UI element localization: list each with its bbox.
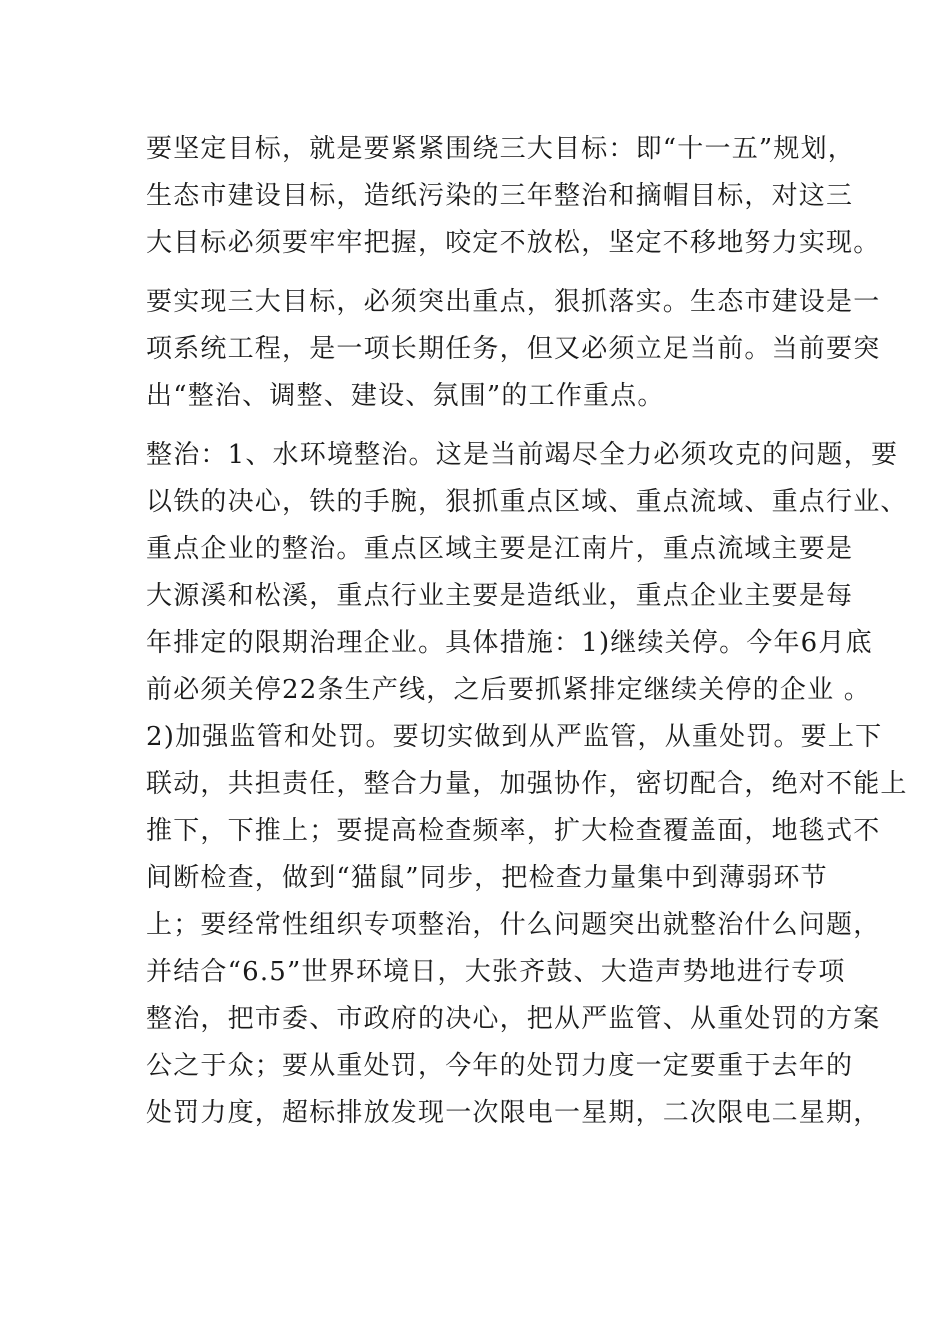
text-line: 2)加强监管和处罚。要切实做到从严监管，从重处罚。要上下: [146, 722, 883, 752]
text-line: 上；要经常性组织专项整治，什么问题突出就整治什么问题，: [146, 910, 881, 940]
text-line: 推下，下推上；要提高检查频率，扩大检查覆盖面，地毯式不: [146, 816, 881, 846]
paragraph-remediation: [146, 432, 908, 1137]
text-line: 间断检查，做到“猫鼠”同步，把检查力量集中到薄弱环节: [146, 863, 828, 893]
text-line: 年排定的限期治理企业。具体措施：1)继续关停。今年6月底: [146, 628, 873, 658]
text-line: 要坚定目标，就是要紧紧围绕三大目标：即“十一五”规划，: [146, 134, 855, 164]
text-line: 出“整治、调整、建设、氛围”的工作重点。: [146, 381, 665, 411]
text-line: 并结合“6.5”世界环境日，大张齐鼓、大造声势地进行专项: [146, 957, 846, 987]
text-line: 整治：1、水环境整治。这是当前竭尽全力必须攻克的问题，要: [146, 440, 899, 470]
text-line: 以铁的决心，铁的手腕，狠抓重点区域、重点流域、重点行业、: [146, 487, 908, 517]
text-line: 公之于众；要从重处罚，今年的处罚力度一定要重于去年的: [146, 1051, 854, 1081]
text-line: 大目标必须要牢牢把握，咬定不放松，坚定不移地努力实现。: [146, 228, 881, 258]
text-line: 生态市建设目标，造纸污染的三年整治和摘帽目标，对这三: [146, 181, 854, 211]
text-line: 大源溪和松溪，重点行业主要是造纸业，重点企业主要是每: [146, 581, 854, 611]
text-line: 联动，共担责任，整合力量，加强协作，密切配合，绝对不能上: [146, 769, 908, 799]
text-line: 要实现三大目标，必须突出重点，狠抓落实。生态市建设是一: [146, 287, 881, 317]
text-line: 整治，把市委、市政府的决心，把从严监管、从重处罚的方案: [146, 1004, 881, 1034]
paragraph-goals: [146, 126, 881, 267]
text-line: 项系统工程，是一项长期任务，但又必须立足当前。当前要突: [146, 334, 881, 364]
paragraph-focus: [146, 279, 881, 420]
document-body: [146, 126, 908, 1149]
text-line: 前必须关停22条生产线，之后要抓紧排定继续关停的企业 。: [146, 675, 871, 705]
text-line: 重点企业的整治。重点区域主要是江南片，重点流域主要是: [146, 534, 854, 564]
text-line: 处罚力度，超标排放发现一次限电一星期，二次限电二星期，: [146, 1098, 881, 1128]
